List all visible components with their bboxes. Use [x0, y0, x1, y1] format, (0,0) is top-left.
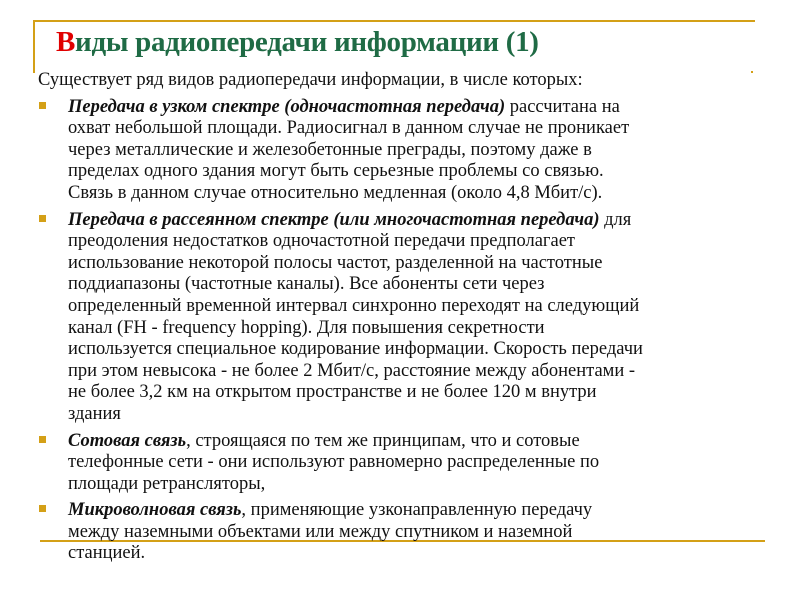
bullet-line: [68, 210, 768, 232]
bullet-text: для: [599, 209, 632, 230]
bullet-line: [68, 431, 768, 453]
bullet-line: [68, 474, 768, 496]
bullet-line: [68, 140, 768, 162]
bullet-line: [68, 231, 768, 253]
bullet-text: , применяющие узконаправленную передачу: [241, 500, 593, 521]
bullet-line: [68, 274, 768, 296]
bullet-line: [68, 253, 768, 275]
slide-body: [38, 70, 768, 570]
bullet-line: [68, 500, 768, 522]
bullet-text: не более 3,2 км на открытом пространстве и не более 120 м внутри: [68, 382, 597, 403]
bullet-text: , строящаяся по тем же принципам, что и сотовые: [186, 430, 580, 451]
bullet-text: станцией.: [68, 543, 146, 564]
bullet-text: поддиапазоны (частотные каналы). Все абоненты сети через: [68, 274, 545, 295]
bullet-text: канал (FH - frequency hopping). Для повышения секретности: [68, 317, 545, 338]
bullet-text: преодоления недостатков одночастотной передачи предполагает: [68, 231, 576, 252]
left-rule: [33, 20, 35, 73]
bullet-text: Связь в данном случае относительно медленная (около 4,8 Мбит/с).: [68, 182, 603, 203]
bullet-term: Передача в рассеянном спектре (или многочастотная передача): [68, 209, 600, 230]
bullet-line: [68, 318, 768, 340]
bullet-line: [68, 522, 768, 544]
bullet-line: [68, 183, 768, 205]
square-bullet-icon: [39, 215, 46, 222]
bullet-text: определенный временной интервал синхронно переходят на следующий: [68, 295, 640, 316]
bullet-item: [38, 97, 768, 205]
bullet-text: рассчитана на: [505, 96, 620, 117]
bullet-text: между наземными объектами или между спутником и наземной: [68, 521, 573, 542]
square-bullet-icon: [39, 436, 46, 443]
top-rule: [34, 20, 755, 22]
bullet-item: [38, 500, 768, 565]
bullet-term: Сотовая связь: [68, 430, 187, 451]
bullet-line: [68, 382, 768, 404]
intro-text: Существует ряд видов радиопередачи информации, в числе которых:: [38, 70, 583, 90]
bullet-line: [68, 404, 768, 426]
bullet-item: [38, 431, 768, 496]
square-bullet-icon: [39, 505, 46, 512]
bullet-line: [68, 97, 768, 119]
bullet-line: [68, 296, 768, 318]
bullet-line: [68, 339, 768, 361]
bullet-line: [68, 452, 768, 474]
bullet-text: использование некоторой полосы частот, разделенной на частотные: [68, 252, 603, 273]
bullet-term: Передача в узком спектре (одночастотная передача): [68, 96, 506, 117]
bullet-line: [68, 161, 768, 183]
square-bullet-icon: [39, 102, 46, 109]
bullet-line: [68, 118, 768, 140]
bullet-term: Микроволновая связь: [68, 500, 242, 521]
bullet-line: [68, 543, 768, 565]
bullet-text: через металлические и железобетонные преграды, поэтому даже в: [68, 139, 592, 160]
bullet-text: используется специальное кодирование информации. Скорость передачи: [68, 339, 643, 360]
slide-title: [56, 26, 539, 59]
bullet-text: при этом невысока - не более 2 Мбит/с, расстояние между абонентами -: [68, 360, 636, 381]
bullet-text: охват небольшой площади. Радиосигнал в данном случае не проникает: [68, 118, 630, 139]
bullet-text: площади ретрансляторы,: [68, 473, 266, 494]
bullet-item: [38, 210, 768, 426]
title-rest: иды радиопередачи информации (1): [75, 26, 539, 58]
bullet-text: пределах одного здания могут быть серьезные проблемы со связью.: [68, 161, 604, 182]
bullet-list: [38, 97, 768, 565]
bullet-text: здания: [68, 403, 121, 424]
bullet-text: телефонные сети - они используют равномерно распределенные по: [68, 452, 600, 473]
bullet-line: [68, 361, 768, 383]
title-first-letter: В: [56, 26, 76, 58]
